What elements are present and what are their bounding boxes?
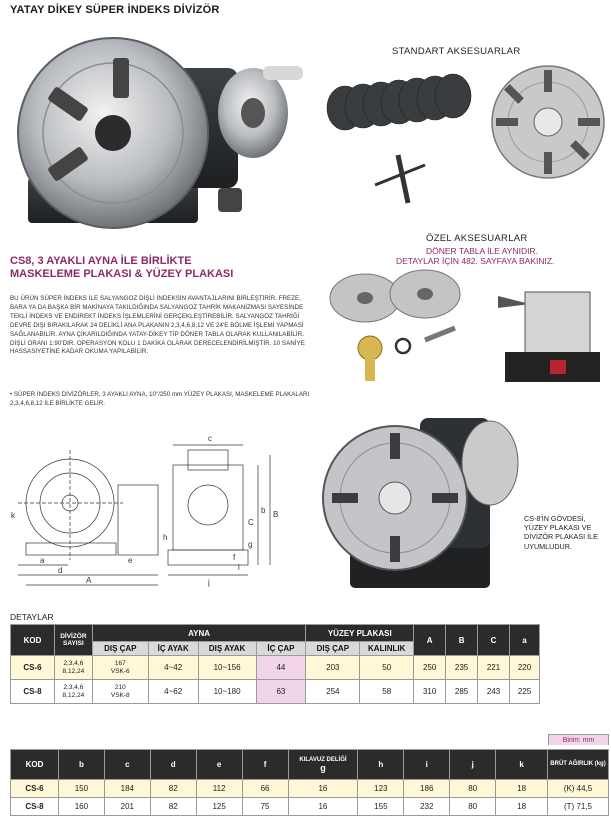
dim-label-i: i xyxy=(238,563,240,572)
tailstock-photo xyxy=(490,284,605,389)
subheader-dis-ayak: DIŞ AYAK xyxy=(198,642,256,656)
header-C: C xyxy=(478,625,510,656)
technical-drawing xyxy=(8,425,293,600)
cell-e: 112 xyxy=(196,780,242,798)
cell-kod: CS-8 xyxy=(11,798,59,816)
table-row xyxy=(11,656,540,680)
header-kod: KOD xyxy=(11,750,59,780)
cell-dis-ayak: 10~156 xyxy=(198,656,256,680)
table-row xyxy=(11,780,609,798)
product-title-line1: CS8, 3 AYAKLI AYNA İLE BİRLİKTE xyxy=(10,255,192,267)
cell-kod: CS-6 xyxy=(11,780,59,798)
masking-plates-photo xyxy=(325,68,490,133)
cell-d: 82 xyxy=(150,780,196,798)
standard-accessories-title: STANDART AKSESUARLAR xyxy=(392,46,521,57)
cell-b: 150 xyxy=(58,780,104,798)
page-title: YATAY DİKEY SÜPER İNDEKS DİVİZÖR xyxy=(10,4,220,16)
cell-kalinlik: 58 xyxy=(360,680,414,704)
dim-label-k: k xyxy=(11,511,15,520)
header-e: e xyxy=(196,750,242,780)
cell-yuzey-dis-cap: 203 xyxy=(306,656,360,680)
cell-i: 186 xyxy=(404,780,450,798)
cell-divizor: 2,3,4,6 8,12,24 xyxy=(54,680,92,704)
compatibility-note: CS-8'İN GÖVDESİ, YÜZEY PLAKASI VE DİVİZÖR PLAKASI İLE UYUMLUDUR. xyxy=(524,514,598,551)
dim-label-b: b xyxy=(261,506,266,515)
table-row xyxy=(11,798,609,816)
header-g: KILAVUZ DELİĞİ g xyxy=(288,750,358,780)
details-table-2 xyxy=(10,749,609,816)
cell-C: 221 xyxy=(478,656,510,680)
subheader-ic-cap: İÇ ÇAP xyxy=(256,642,306,656)
cell-e: 125 xyxy=(196,798,242,816)
cell-j: 80 xyxy=(450,780,496,798)
dim-label-h: h xyxy=(163,533,168,542)
dim-label-d: d xyxy=(58,566,63,575)
cell-ic-cap: 63 xyxy=(256,680,306,704)
cell-B: 235 xyxy=(446,656,478,680)
cell-g: 16 xyxy=(288,780,358,798)
cell-c: 201 xyxy=(104,798,150,816)
cell-ic-cap: 44 xyxy=(256,656,306,680)
product-photo-cs8-chuck xyxy=(8,28,308,238)
dim-label-C: C xyxy=(248,518,254,527)
product-photo-cs8-surface-plate xyxy=(320,408,520,598)
product-title-line2: MASKELEME PLAKASI & YÜZEY PLAKASI xyxy=(10,268,234,280)
cell-ic-ayak: 4~62 xyxy=(148,680,198,704)
dim-label-B: B xyxy=(273,510,279,519)
cell-k: 18 xyxy=(496,780,548,798)
details-table-1 xyxy=(10,624,540,704)
details-label: DETAYLAR xyxy=(10,612,54,622)
dim-label-c: c xyxy=(208,434,212,443)
cell-dis-cap: 167 VSK-6 xyxy=(92,656,148,680)
header-i: i xyxy=(404,750,450,780)
cell-f: 75 xyxy=(242,798,288,816)
header-h: h xyxy=(358,750,404,780)
cell-C: 243 xyxy=(478,680,510,704)
special-accessories-note: DÖNER TABLA İLE AYNIDIR. xyxy=(426,246,538,256)
subheader-ic-ayak: İÇ AYAK xyxy=(148,642,198,656)
header-ayna: AYNA xyxy=(92,625,306,642)
dim-label-a: a xyxy=(40,556,45,565)
cell-f: 66 xyxy=(242,780,288,798)
dim-label-g: g xyxy=(248,540,253,549)
cell-h: 123 xyxy=(358,780,404,798)
cell-g: 16 xyxy=(288,798,358,816)
cell-A: 250 xyxy=(414,656,446,680)
header-f: f xyxy=(242,750,288,780)
dim-label-f: f xyxy=(233,553,236,562)
header-d: d xyxy=(150,750,196,780)
index-plates-photo xyxy=(325,268,465,383)
cell-kod: CS-8 xyxy=(11,680,55,704)
header-weight: BRÜT AĞIRLIK (kg) xyxy=(548,750,609,780)
cell-weight: (T) 71,5 xyxy=(548,798,609,816)
cell-ic-ayak: 4~42 xyxy=(148,656,198,680)
product-description: BU ÜRÜN SÜPER İNDEKS İLE SALYANGOZ DİŞLİ İNDEKSİN AVANTAJLARINI BİRLEŞTİRİR. FREZE, BARA YA DA BAŞKA BİR MAKİNAYA TAKILDIĞINDA SALYANGOZ TAHRİK MAKANİZMASI SAYESİNDE TEKLİ İNDEKS VE ENDİREKT İNDEKS İŞLEMLERİNİ GERÇEKLEŞTİREBİLİR. SALYANGOZ TAHRİĞİ DEVRE DIŞI BIRAKILARAK 24 DELİKLİ ANA PLAKANIN 2,3,4,6,8,12 VE 24'E BÖLME İŞLEMİ YAPMASI SAĞLANABİLİR. AYNA ÇIKARILDIĞINDA YATAY-DİKEY TİP DÖNER TABLA OLARAK KULLANILABİLİR. DİŞLİ ORANI 1:90'DIR. OPERASYON KOLU 1 DAKİKA OLARAK DERECELENDİRİLMİŞTİR. 10 SANİYE HASSASİYETİNE KADAR OKUMA YAPILABİLİR. xyxy=(10,295,305,356)
header-j: j xyxy=(450,750,496,780)
cell-b: 160 xyxy=(58,798,104,816)
cell-d: 82 xyxy=(150,798,196,816)
dim-label-A: A xyxy=(86,576,92,585)
header-divizor: DİVİZÖR SAYISI xyxy=(54,625,92,656)
special-accessories-title: ÖZEL AKSESUARLAR xyxy=(426,233,528,244)
header-b: b xyxy=(58,750,104,780)
cell-j: 80 xyxy=(450,798,496,816)
header-a: a xyxy=(509,625,539,656)
cell-kalinlik: 50 xyxy=(360,656,414,680)
cell-divizor: 2,3,4,6 8,12,24 xyxy=(54,656,92,680)
unit-label: Birim: mm xyxy=(548,734,609,745)
chuck-key-photo xyxy=(370,145,430,205)
header-k: k xyxy=(496,750,548,780)
subheader-dis-cap: DIŞ ÇAP xyxy=(92,642,148,656)
header-yuzey: YÜZEY PLAKASI xyxy=(306,625,414,642)
cell-B: 285 xyxy=(446,680,478,704)
header-A: A xyxy=(414,625,446,656)
cell-kod: CS-6 xyxy=(11,656,55,680)
dim-label-e: e xyxy=(128,556,133,565)
cell-h: 155 xyxy=(358,798,404,816)
special-accessories-page-ref: DETAYLAR İÇİN 482. SAYFAYA BAKINIZ. xyxy=(396,256,555,266)
cell-dis-cap: 210 VSK-8 xyxy=(92,680,148,704)
cell-dis-ayak: 10~180 xyxy=(198,680,256,704)
cell-c: 184 xyxy=(104,780,150,798)
dim-label-j: j xyxy=(208,578,210,587)
subheader-yuzey-dis-cap: DIŞ ÇAP xyxy=(306,642,360,656)
header-B: B xyxy=(446,625,478,656)
cell-k: 18 xyxy=(496,798,548,816)
cell-a: 225 xyxy=(509,680,539,704)
subheader-kalinlik: KALINLIK xyxy=(360,642,414,656)
cell-a: 220 xyxy=(509,656,539,680)
header-c: c xyxy=(104,750,150,780)
table-row xyxy=(11,680,540,704)
header-kod: KOD xyxy=(11,625,55,656)
cell-weight: (K) 44,5 xyxy=(548,780,609,798)
cell-i: 232 xyxy=(404,798,450,816)
cell-yuzey-dis-cap: 254 xyxy=(306,680,360,704)
surface-plate-photo xyxy=(488,62,608,182)
cell-A: 310 xyxy=(414,680,446,704)
product-included-items: • SÜPER İNDEKS DİVİZÖRLER, 3 AYAKLI AYNA, 10"/250 mm YÜZEY PLAKASI, MASKELEME PLAKALARI 2,3,4,6,8,12 İLE BİRLİKTE GELİR. xyxy=(10,391,310,407)
